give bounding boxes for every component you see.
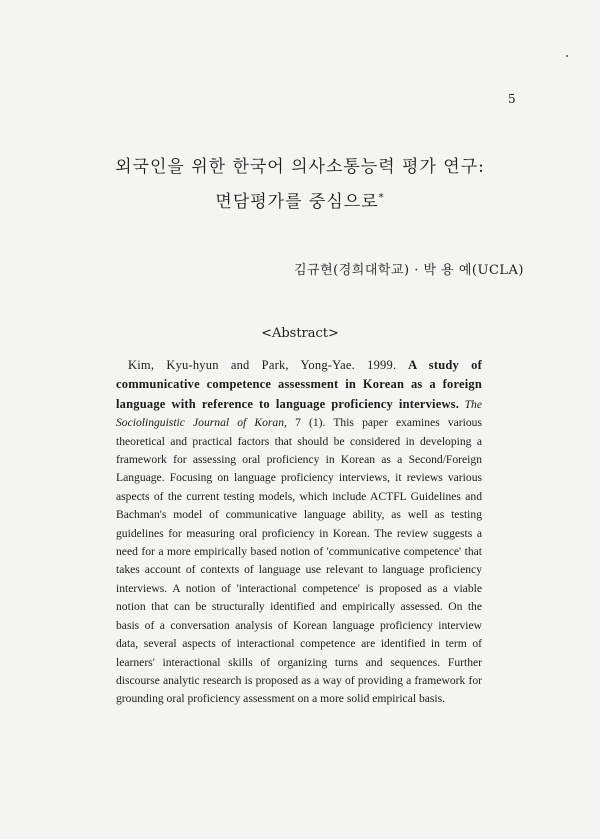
author-line: 김규현(경희대학교) · 박 용 예(UCLA) — [293, 263, 524, 278]
margin-speck — [566, 55, 568, 57]
abstract-text: This paper examines various theoretical and practical factors that should be considered in developing a framework for assessing oral proficiency in Korean as a Second/Foreign Language. Focusing on language proficiency interviews, it reviews various aspects of the current testing models, which include ACTFL Guidelines and Bachman's model of communicative language ability, as well as testing guidelines for measuring oral proficiency in Korean. The review suggests a need for a more empirically based notion of 'communicative competence' that takes account of contexts of language use relevant to language proficiency interviews. A notion of 'interactional competence' is proposed as a viable notion that can be structurally identified and empirically assessed. On the basis of a conversation analysis of Korean language proficiency interview data, several aspects of interactional competence are identified in term of learners' interactional skills of organizing turns and sequences. Further discourse analytic research is proposed as a way of providing a framework for grounding oral proficiency assessment on a more solid empirical basis. — [116, 416, 482, 706]
journal-name: The Sociolinguistic Journal of Koran, — [116, 397, 482, 430]
paper-title-line-1: 외국인을 위한 한국어 의사소통능력 평가 연구: — [115, 157, 485, 177]
paper-subtitle: 면담평가를 중심으로 — [215, 192, 379, 212]
paper-title-line-2 — [0, 187, 600, 212]
page-number: 5 — [508, 92, 516, 106]
citation-title: A study of communicative competence assessment in Korean as a foreign language with reference to language proficiency interviews. — [116, 358, 482, 411]
abstract-heading: <Abstract> — [261, 326, 339, 341]
citation-authors: Kim, Kyu-hyun and Park, Yong-Yae. 1999. — [128, 358, 397, 372]
abstract-paragraph — [116, 356, 482, 709]
journal-volume: 7 (1). — [295, 416, 326, 430]
title-footnote-mark: * — [378, 192, 385, 204]
abstract-body — [116, 356, 482, 709]
